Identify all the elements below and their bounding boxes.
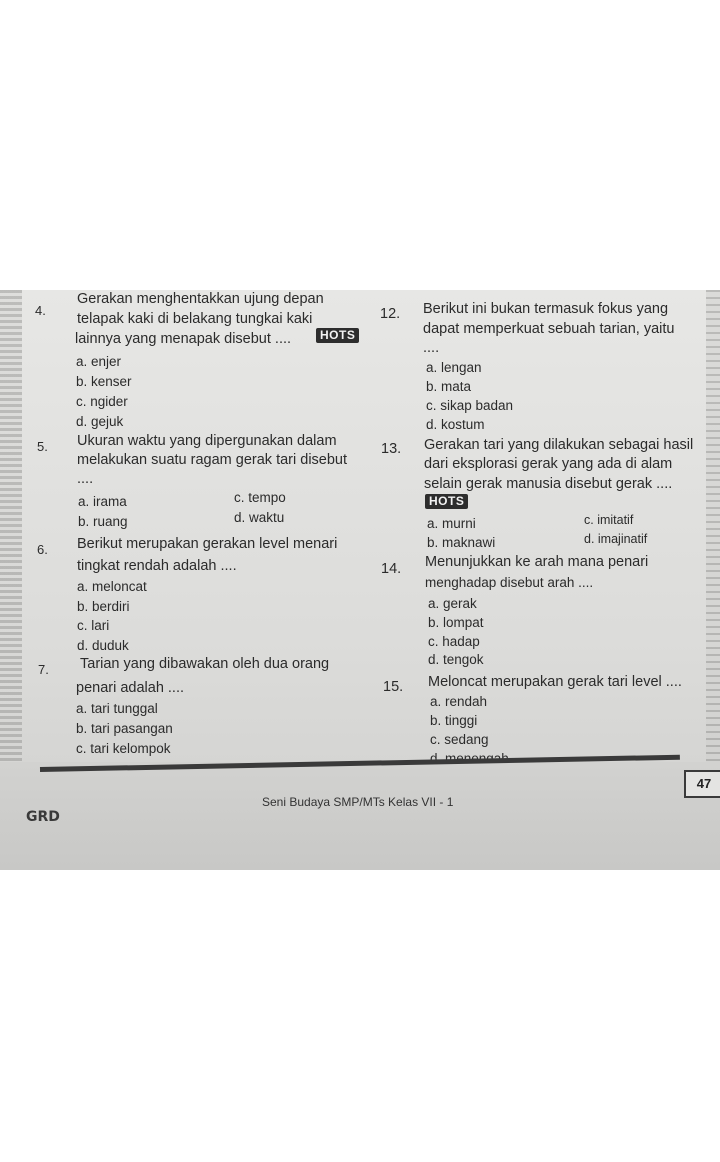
question-text: ....: [423, 340, 440, 356]
option: d. waktu: [234, 510, 285, 525]
option: b. berdiri: [77, 599, 130, 614]
option: b. maknawi: [427, 535, 496, 550]
option: d. kostum: [426, 417, 485, 432]
question-text: Berikut ini bukan termasuk fokus yang: [423, 301, 669, 317]
option: c. tari kelompok: [76, 741, 171, 756]
option: a. rendah: [430, 694, 488, 709]
question-text: tingkat rendah adalah ....: [77, 558, 237, 574]
option: c. imitatif: [584, 513, 634, 527]
question-number: 13.: [381, 441, 402, 457]
question-text: dari eksplorasi gerak yang ada di alam: [424, 456, 673, 472]
option: a. murni: [427, 516, 476, 531]
option: b. tari pasangan: [76, 721, 173, 736]
page-number: 47: [684, 770, 720, 798]
option: d. tengok: [428, 652, 484, 667]
question-number: 12.: [380, 306, 401, 322]
question-text: ....: [77, 471, 94, 487]
option: a. irama: [78, 494, 127, 509]
question-text: selain gerak manusia disebut gerak ....: [424, 476, 673, 492]
question-number: 14.: [381, 561, 402, 577]
book-page-photo: [0, 290, 720, 870]
option: a. meloncat: [77, 579, 147, 594]
question-text: penari adalah ....: [76, 680, 185, 696]
question-text: telapak kaki di belakang tungkai kaki: [77, 311, 313, 327]
question-text: Meloncat merupakan gerak tari level ....: [428, 674, 682, 690]
page-edge-left: [0, 290, 22, 790]
option: a. gerak: [428, 596, 477, 611]
option: c. sikap badan: [426, 398, 514, 413]
option: a. lengan: [426, 360, 482, 375]
option: d. duduk: [77, 638, 129, 653]
page-footer: [0, 762, 720, 870]
question-text: dapat memperkuat sebuah tarian, yaitu: [423, 321, 675, 337]
option: d. imajinatif: [584, 532, 648, 546]
question-number: 7.: [38, 662, 49, 677]
question-text: lainnya yang menapak disebut ....: [75, 331, 292, 347]
option: a. enjer: [76, 354, 122, 369]
question-text: menghadap disebut arah ....: [425, 575, 594, 590]
hots-badge: HOTS: [425, 494, 468, 509]
question-text: Menunjukkan ke arah mana penari: [425, 554, 649, 570]
option: c. hadap: [428, 634, 480, 649]
option: b. kenser: [76, 374, 132, 389]
option: b. tinggi: [430, 713, 478, 728]
option: c. tempo: [234, 490, 286, 505]
option: d. gejuk: [76, 414, 124, 429]
publisher-logo: GRD: [26, 809, 60, 825]
question-number: 5.: [37, 439, 48, 454]
question-text: Tarian yang dibawakan oleh dua orang: [80, 656, 330, 672]
option: b. ruang: [78, 514, 128, 529]
question-number: 4.: [35, 303, 46, 318]
option: b. mata: [426, 379, 472, 394]
question-number: 6.: [37, 542, 48, 557]
option: a. tari tunggal: [76, 701, 158, 716]
question-text: Ukuran waktu yang dipergunakan dalam: [77, 433, 337, 449]
book-title: Seni Budaya SMP/MTs Kelas VII - 1: [262, 795, 454, 809]
question-text: melakukan suatu ragam gerak tari disebut: [77, 452, 348, 468]
option: c. ngider: [76, 394, 128, 409]
page-edge-right: [706, 290, 720, 790]
option: b. lompat: [428, 615, 484, 630]
question-text: Gerakan menghentakkan ujung depan: [77, 291, 324, 307]
question-number: 15.: [383, 679, 404, 695]
question-text: Berikut merupakan gerakan level menari: [77, 536, 338, 552]
option: c. lari: [77, 618, 110, 633]
hots-badge: HOTS: [316, 328, 359, 343]
option: c. sedang: [430, 732, 489, 747]
question-text: Gerakan tari yang dilakukan sebagai hasil: [424, 437, 694, 453]
